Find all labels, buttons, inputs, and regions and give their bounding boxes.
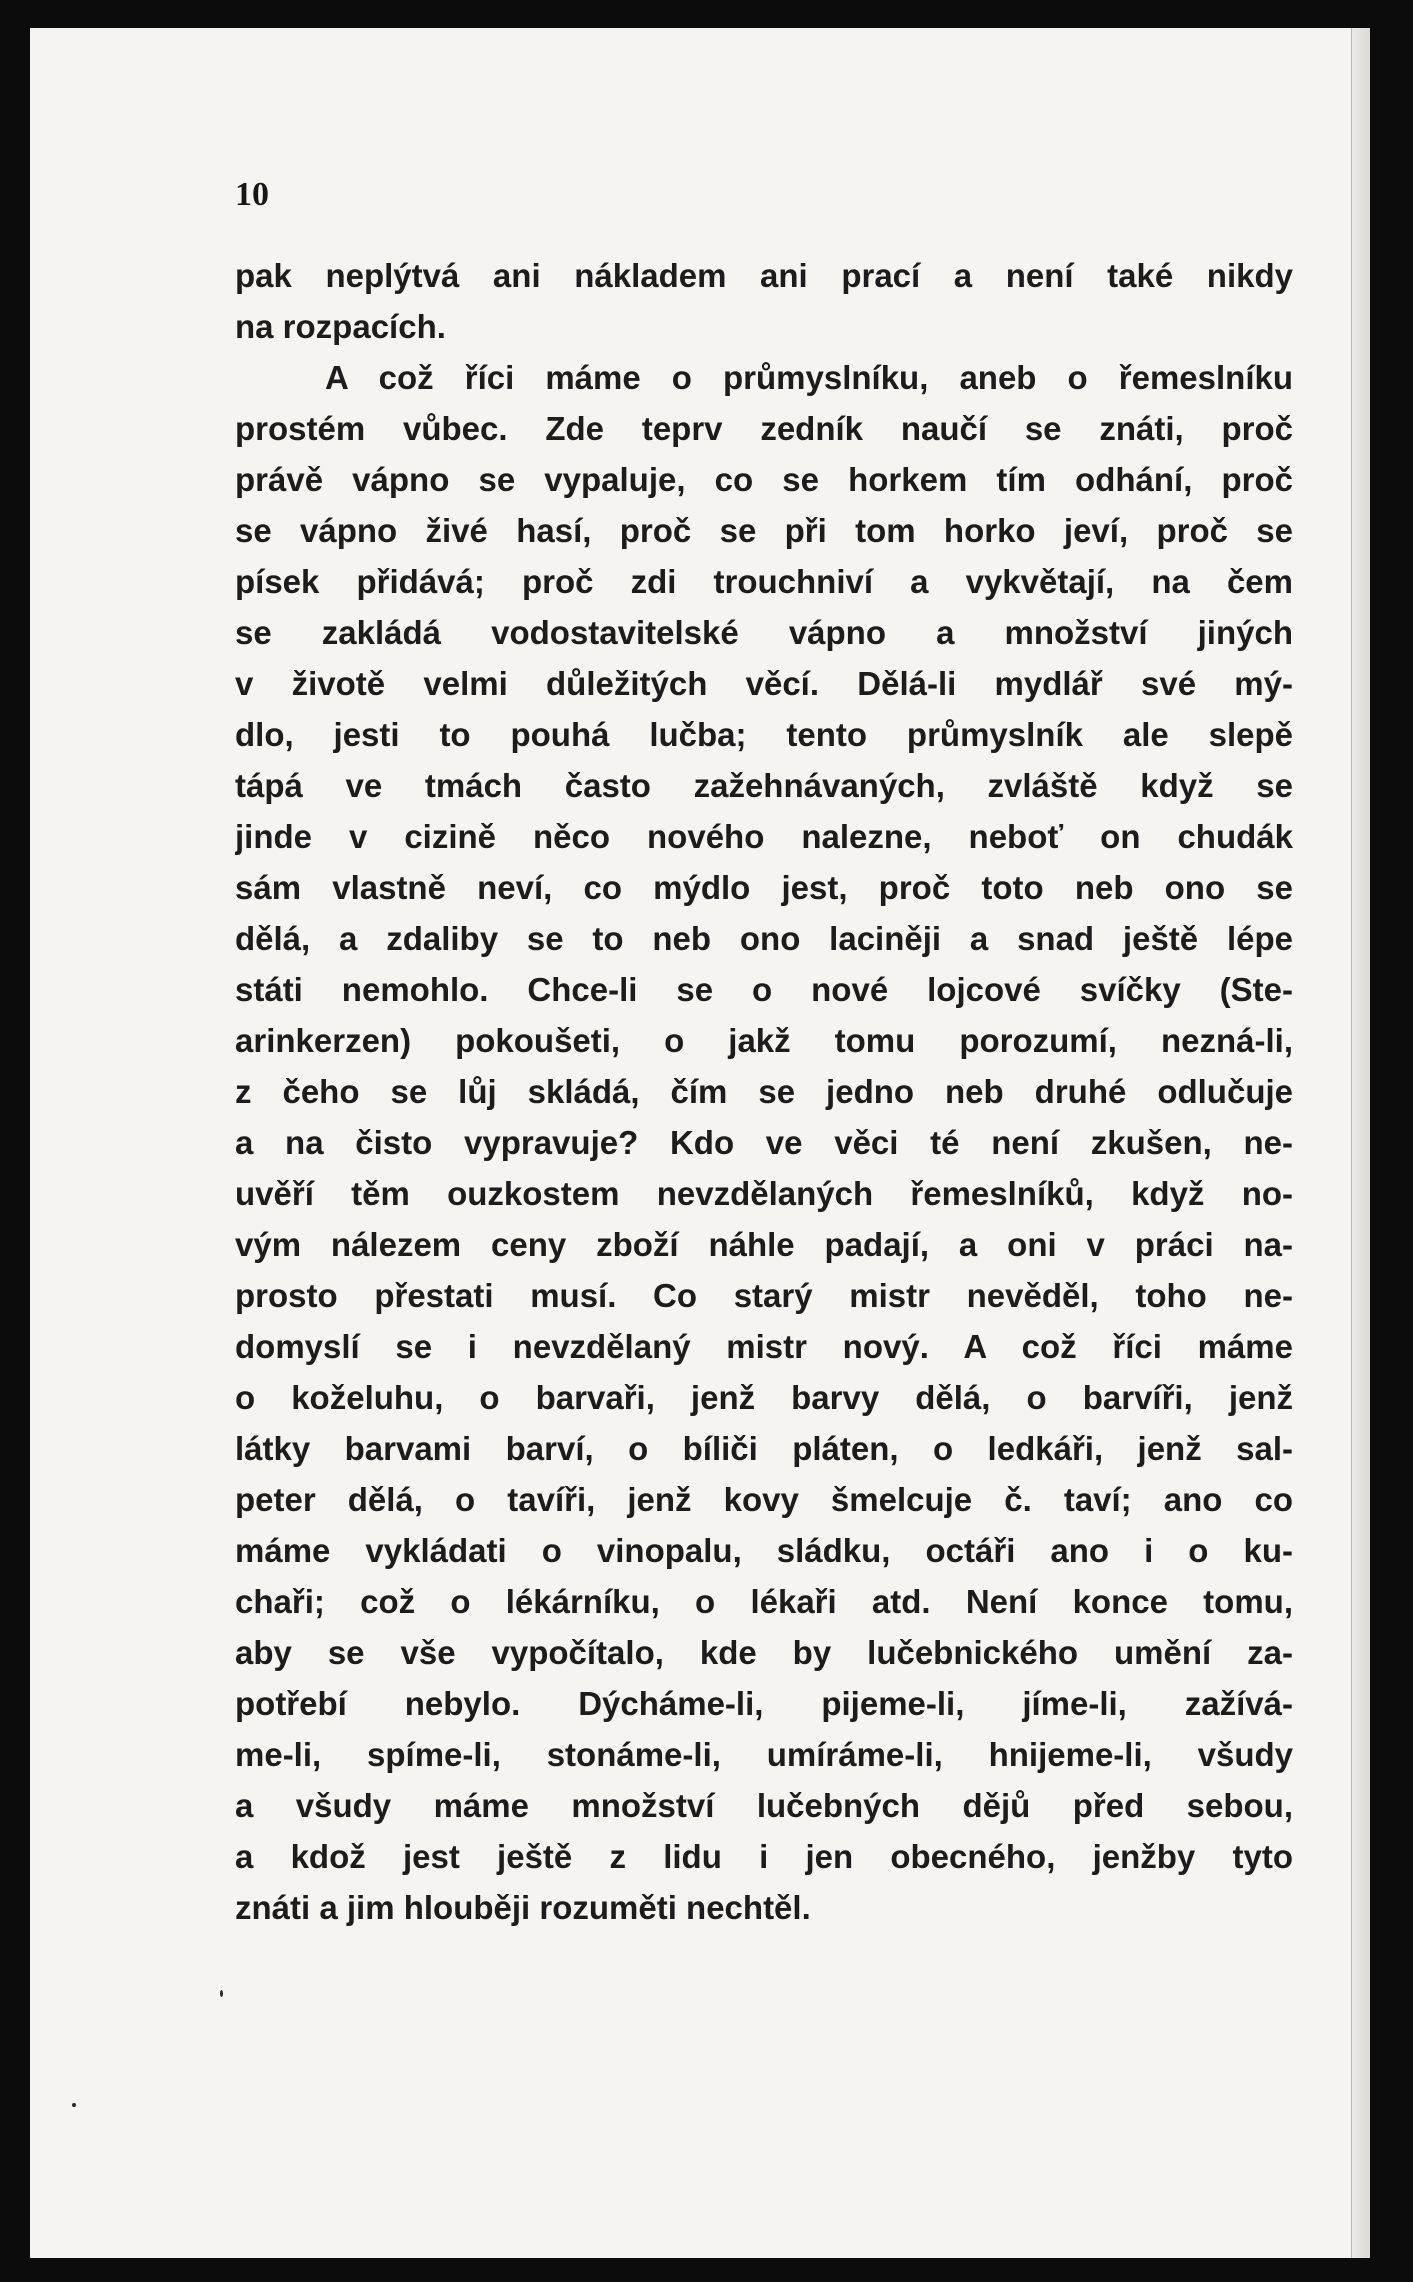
text-line: pak neplýtvá ani nákladem ani prací a není také nikdy bbox=[235, 257, 1293, 294]
book-page bbox=[30, 28, 1370, 2258]
text-line: me-li, spíme-li, stonáme-li, umíráme-li, hnijeme-li, všudy bbox=[235, 1736, 1293, 1773]
text-line: a všudy máme množství lučebných dějů před sebou, bbox=[235, 1787, 1293, 1824]
text-line: prosto přestati musí. Co starý mistr nevěděl, toho ne- bbox=[235, 1277, 1293, 1314]
print-speck bbox=[220, 1990, 223, 1997]
text-line: dlo, jesti to pouhá lučba; tento průmyslník ale slepě bbox=[235, 716, 1293, 753]
print-speck bbox=[72, 2103, 76, 2107]
text-line: právě vápno se vypaluje, co se horkem tím odhání, proč bbox=[235, 461, 1293, 498]
text-line: státi nemohlo. Chce-li se o nové lojcové svíčky (Ste- bbox=[235, 971, 1293, 1008]
text-line: látky barvami barví, o bíliči pláten, o ledkáři, jenž sal- bbox=[235, 1430, 1293, 1467]
text-line: chaři; což o lékárníku, o lékaři atd. Není konce tomu, bbox=[235, 1583, 1293, 1620]
text-line: písek přidává; proč zdi trouchniví a vykvětají, na čem bbox=[235, 563, 1293, 600]
text-line: a na čisto vypravuje? Kdo ve věci té není zkušen, ne- bbox=[235, 1124, 1293, 1161]
text-line: vým nálezem ceny zboží náhle padají, a oni v práci na- bbox=[235, 1226, 1293, 1263]
text-line: máme vykládati o vinopalu, sládku, octáři ano i o ku- bbox=[235, 1532, 1293, 1569]
text-line: znáti a jim hlouběji rozuměti nechtěl. bbox=[235, 1889, 811, 1926]
text-line: o koželuhu, o barvaři, jenž barvy dělá, o barvíři, jenž bbox=[235, 1379, 1293, 1416]
text-line: tápá ve tmách často zažehnávaných, zvláště když se bbox=[235, 767, 1293, 804]
text-line: uvěří těm ouzkostem nevzdělaných řemeslníků, když no- bbox=[235, 1175, 1293, 1212]
text-line: domyslí se i nevzdělaný mistr nový. A což říci máme bbox=[235, 1328, 1293, 1365]
text-line: peter dělá, o tavíři, jenž kovy šmelcuje č. taví; ano co bbox=[235, 1481, 1293, 1518]
page-number: 10 bbox=[235, 176, 269, 213]
text-line: A což říci máme o průmyslníku, aneb o řemeslníku bbox=[325, 359, 1293, 396]
text-line: na rozpacích. bbox=[235, 308, 446, 345]
text-line: a kdož jest ještě z lidu i jen obecného, jenžby tyto bbox=[235, 1838, 1293, 1875]
text-line: v životě velmi důležitých věcí. Dělá-li mydlář své mý- bbox=[235, 665, 1293, 702]
text-line: prostém vůbec. Zde teprv zedník naučí se znáti, proč bbox=[235, 410, 1293, 447]
text-line: potřebí nebylo. Dýcháme-li, pijeme-li, jíme-li, zažívá- bbox=[235, 1685, 1293, 1722]
text-line: z čeho se lůj skládá, čím se jedno neb druhé odlučuje bbox=[235, 1073, 1293, 1110]
page-edge bbox=[1351, 28, 1370, 2258]
text-line: aby se vše vypočítalo, kde by lučebnického umění za- bbox=[235, 1634, 1293, 1671]
body-text bbox=[235, 250, 1293, 1933]
text-line: se zakládá vodostavitelské vápno a množství jiných bbox=[235, 614, 1293, 651]
text-line: arinkerzen) pokoušeti, o jakž tomu porozumí, nezná-li, bbox=[235, 1022, 1293, 1059]
text-line: se vápno živé hasí, proč se při tom horko jeví, proč se bbox=[235, 512, 1293, 549]
text-line: sám vlastně neví, co mýdlo jest, proč toto neb ono se bbox=[235, 869, 1293, 906]
text-line: dělá, a zdaliby se to neb ono laciněji a snad ještě lépe bbox=[235, 920, 1293, 957]
text-line: jinde v cizině něco nového nalezne, neboť on chudák bbox=[235, 818, 1293, 855]
